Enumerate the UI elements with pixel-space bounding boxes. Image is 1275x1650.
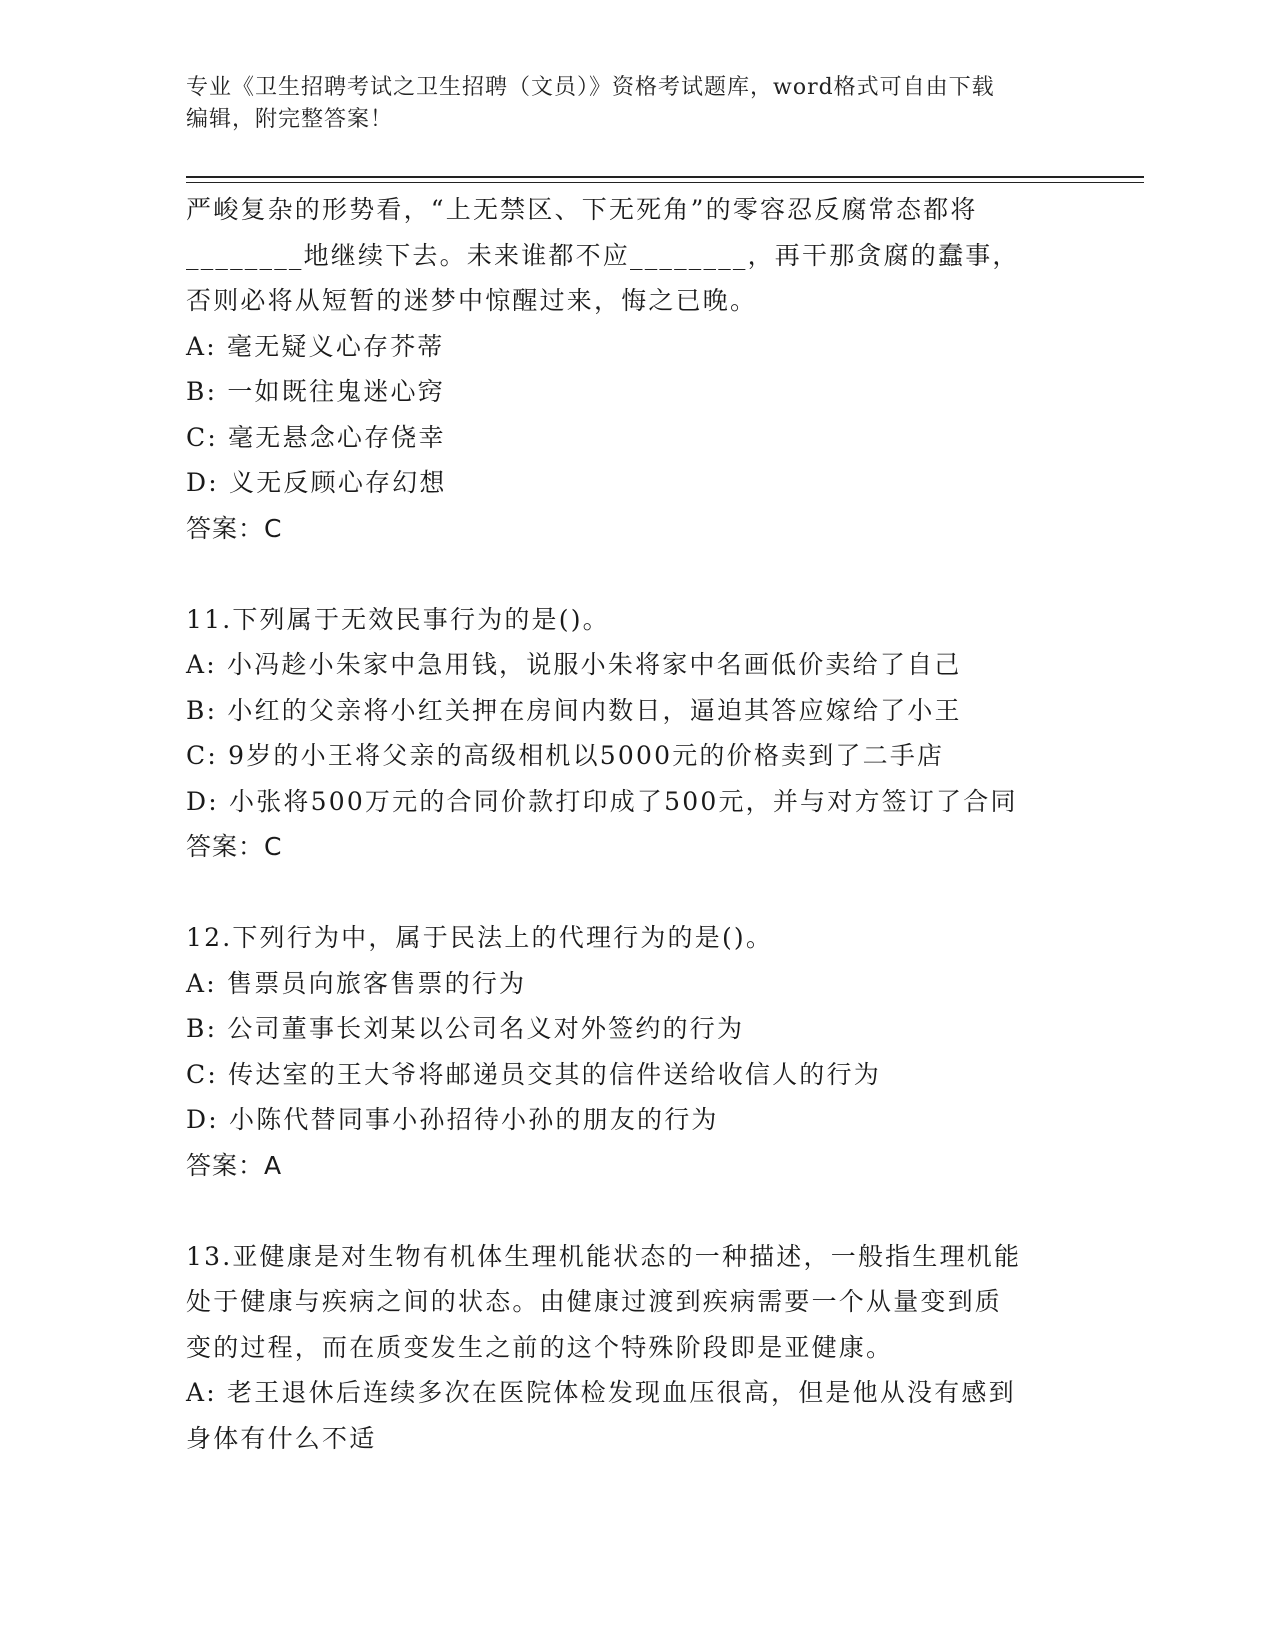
header-divider-thick (186, 176, 1144, 178)
option-c: C: 传达室的王大爷将邮递员交其的信件送给收信人的行为 (186, 1059, 881, 1089)
header-divider-thin (186, 182, 1144, 183)
question-text-line: 否则必将从短暂的迷梦中惊醒过来，悔之已晚。 (186, 286, 758, 315)
question-11 (186, 597, 1086, 870)
question-text-line: 变的过程，而在质变发生之前的这个特殊阶段即是亚健康。 (186, 1332, 894, 1362)
header-line-1: 专业《卫生招聘考试之卫生招聘（文员）》资格考试题库，word格式可自由下载 (186, 75, 995, 100)
question-text-line: 12.下列行为中，属于民法上的代理行为的是()。 (186, 923, 774, 952)
question-text-line: ________地继续下去。未来谁都不应________，再干那贪腐的蠢事， (186, 240, 1020, 270)
question-text-line: 严峻复杂的形势看，“上无禁区、下无死角”的零容忍反腐常态都将 (186, 195, 978, 224)
option-c: C: 毫无悬念心存侥幸 (186, 422, 446, 452)
header-line-2: 编辑，附完整答案！ (186, 107, 394, 132)
option-c: C: 9岁的小王将父亲的高级相机以5000元的价格卖到了二手店 (186, 741, 945, 770)
question-text-line: 处于健康与疾病之间的状态。由健康过渡到疾病需要一个从量变到质 (186, 1287, 1003, 1316)
spacer (186, 870, 1086, 916)
option-a: A: 售票员向旅客售票的行为 (186, 968, 527, 998)
question-content (186, 187, 1086, 1461)
option-d: D: 义无反顾心存幻想 (186, 468, 447, 497)
option-b: B: 小红的父亲将小红关押在房间内数日，逼迫其答应嫁给了小王 (186, 695, 962, 725)
option-d: D: 小张将500万元的合同价款打印成了500元，并与对方签订了合同 (186, 786, 1018, 816)
question-12 (186, 915, 1086, 1188)
answer-line: 答案：A (186, 1150, 283, 1180)
option-d: D: 小陈代替同事小孙招待小孙的朋友的行为 (186, 1105, 719, 1134)
option-b: B: 一如既往鬼迷心窍 (186, 377, 445, 406)
answer-line: 答案：C (186, 832, 283, 861)
answer-line: 答案：C (186, 513, 283, 543)
spacer (186, 1188, 1086, 1234)
spacer (186, 551, 1086, 597)
document-header (186, 72, 1066, 136)
question-13 (186, 1234, 1086, 1462)
question-text-line: 11.下列属于无效民事行为的是()。 (186, 604, 610, 634)
question-text-line: 13.亚健康是对生物有机体生理机能状态的一种描述，一般指生理机能 (186, 1241, 1022, 1271)
option-b: B: 公司董事长刘某以公司名义对外签约的行为 (186, 1014, 745, 1043)
option-a: A: 老王退休后连续多次在医院体检发现血压很高，但是他从没有感到 (186, 1378, 1016, 1407)
option-a-continued: 身体有什么不适 (186, 1423, 377, 1453)
option-a: A: 小冯趁小朱家中急用钱，说服小朱将家中名画低价卖给了自己 (186, 650, 962, 679)
option-a: A: 毫无疑义心存芥蒂 (186, 331, 445, 361)
question-10 (186, 187, 1086, 551)
